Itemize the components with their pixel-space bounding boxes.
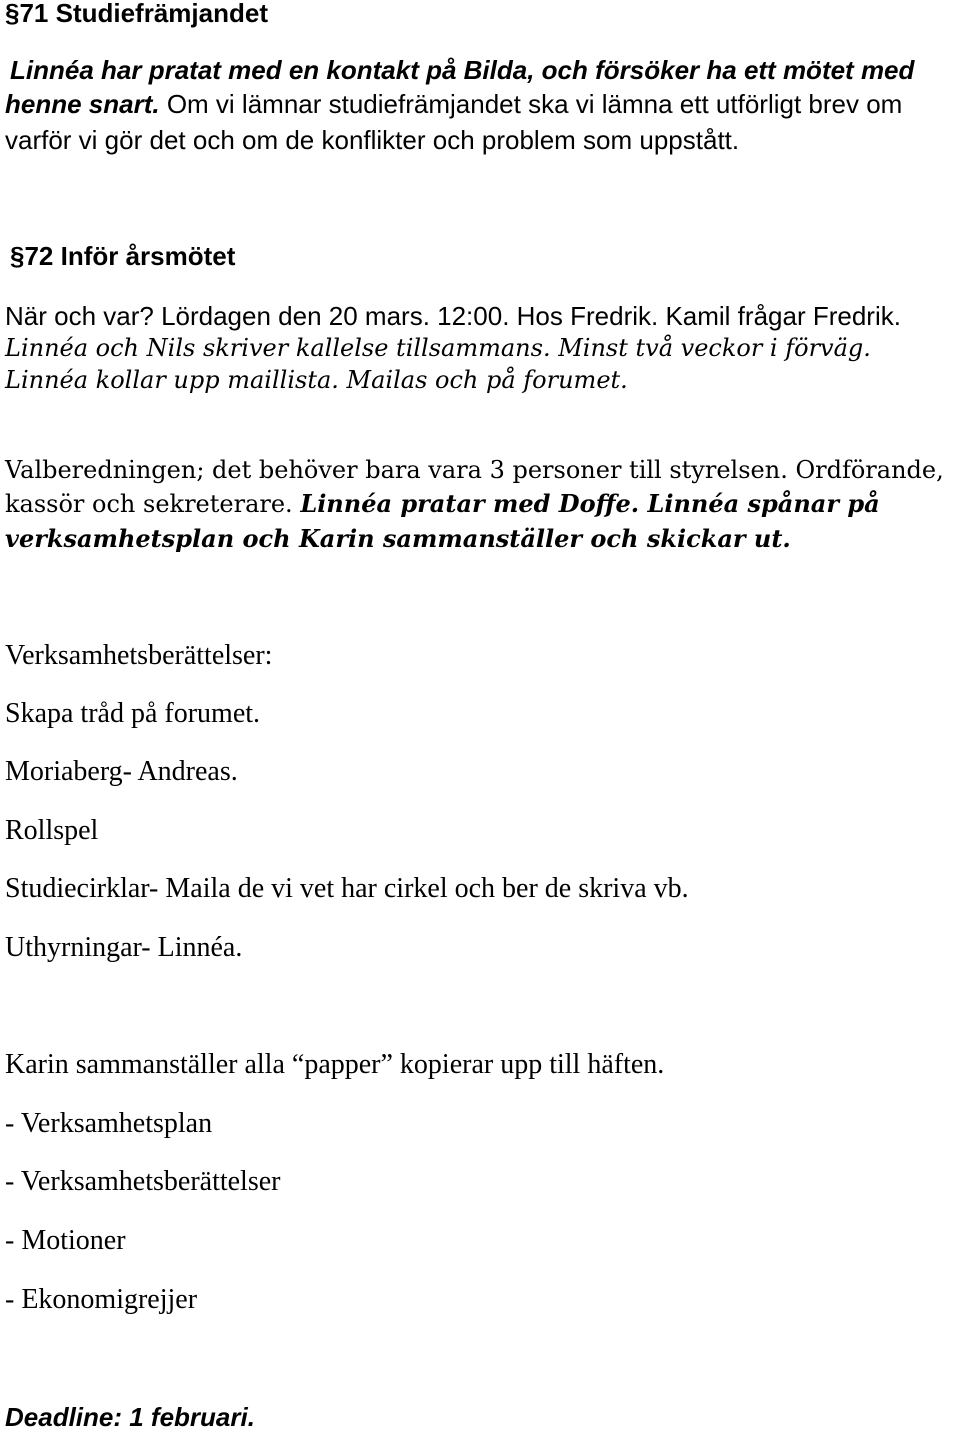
compile-item: - Ekonomigrejjer bbox=[5, 1284, 198, 1315]
s72-invite-1: Linnéa och Nils skriver kallelse tillsammans. Minst två veckor i förväg. bbox=[5, 334, 871, 362]
s71-line-2-italic: henne snart. bbox=[5, 89, 160, 119]
compile-intro: Karin sammanställer alla “papper” kopierar upp till häften. bbox=[5, 1049, 665, 1080]
s71-line-3: varför vi gör det och om de konflikter och problem som uppstått. bbox=[5, 125, 740, 155]
reports-item: Skapa tråd på forumet. bbox=[5, 698, 261, 729]
reports-item: Moriaberg- Andreas. bbox=[5, 756, 238, 787]
section-71-heading: §71 Studiefrämjandet bbox=[5, 0, 268, 28]
s72-valb-2 bbox=[5, 486, 880, 522]
s72-valb-2-italic: Linnéa pratar med Doffe. Linnéa spånar på bbox=[300, 489, 880, 518]
s72-valb-1: Valberedningen; det behöver bara vara 3 personer till styrelsen. Ordförande, bbox=[5, 456, 944, 484]
s72-invite-2: Linnéa kollar upp maillista. Mailas och på forumet. bbox=[5, 366, 628, 394]
s72-valb-2-plain: kassör och sekreterare. bbox=[5, 490, 301, 518]
s72-valb-3: verksamhetsplan och Karin sammanställer och skickar ut. bbox=[5, 524, 791, 553]
reports-item: Uthyrningar- Linnéa. bbox=[5, 932, 243, 963]
deadline: Deadline: 1 februari. bbox=[5, 1402, 255, 1432]
s71-line-2-rest: Om vi lämnar studiefrämjandet ska vi lämna ett utförligt brev om bbox=[159, 89, 903, 119]
reports-item: Studiecirklar- Maila de vi vet har cirkel och ber de skriva vb. bbox=[5, 873, 689, 904]
reports-heading: Verksamhetsberättelser: bbox=[5, 640, 273, 671]
section-72-heading: §72 Inför årsmötet bbox=[10, 241, 236, 271]
s71-line-1: Linnéa har pratat med en kontakt på Bilda, och försöker ha ett mötet med bbox=[10, 55, 915, 85]
compile-item: - Motioner bbox=[5, 1225, 126, 1256]
compile-item: - Verksamhetsplan bbox=[5, 1108, 213, 1139]
s71-line-2 bbox=[5, 86, 902, 122]
reports-item: Rollspel bbox=[5, 815, 99, 846]
s72-when: När och var? Lördagen den 20 mars. 12:00. Hos Fredrik. Kamil frågar Fredrik. bbox=[5, 301, 901, 331]
compile-item: - Verksamhetsberättelser bbox=[5, 1166, 281, 1197]
